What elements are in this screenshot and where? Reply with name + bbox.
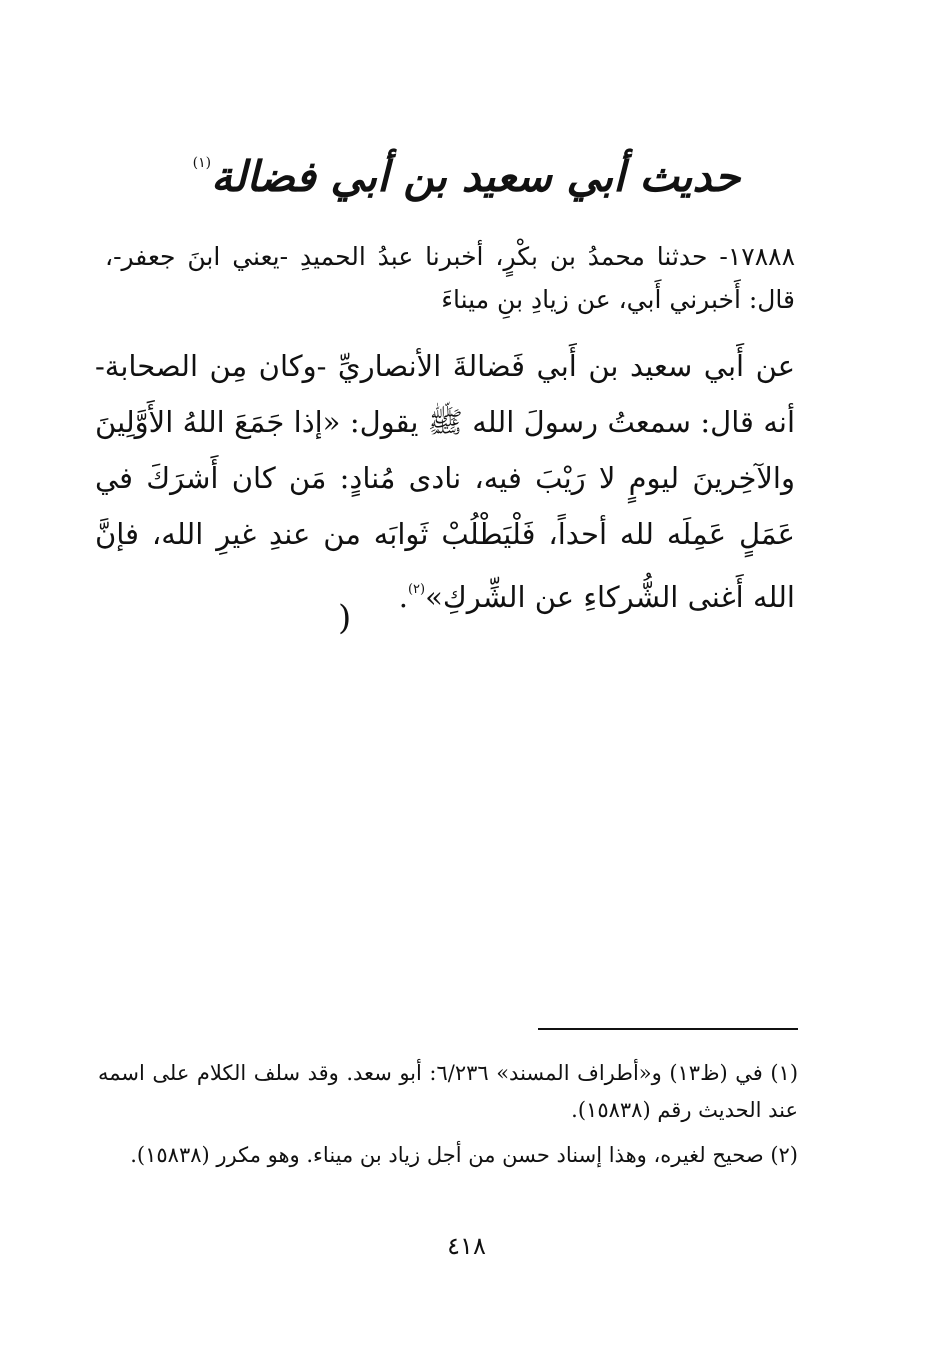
footnote-separator [538,1028,798,1030]
chapter-title-text: حديث أبي سعيد بن أبي فضالة [211,152,741,201]
footnote-2: (٢) صحيح لغيره، وهذا إسناد حسن من أجل زياد بن ميناء. وهو مكرر (١٥٨٣٨). [130,1143,798,1167]
hadith-matn [95,338,795,625]
footnotes-section [98,1055,798,1182]
stray-parenthesis-mark: ) [338,598,352,638]
hadith-matn-text: عن أَبي سعيد بن أَبي فَضالةَ الأنصاريِّ -وكان مِن الصحابة- أنه قال: سمعتُ رسولَ الله ﷺ يقول: «إذا جَمَعَ اللهُ الأَوَّلِينَ والآخِرينَ ليومٍ لا رَيْبَ فيه، نادى مُنادٍ: مَن كان أَشرَكَ في عَمَلٍ عَمِلَه لله أحداً، فَلْيَطْلُبْ ثَوابَه من عندِ غيرِ الله، فإنَّ الله أَغنى الشُّركاءِ عن الشِّركِ» [95,349,795,614]
footnote-1: (١) في (ظ١٣) و«أطراف المسند» ٦/٢٣٦: أبو سعد. وقد سلف الكلام على اسمه عند الحديث رقم (١٥٨٣٨). [98,1061,799,1122]
title-footnote-ref: (١) [192,155,212,171]
hadith-chapter-title [0,152,933,201]
hadith-isnad: ١٧٨٨٨- حدثنا محمدُ بن بكْرٍ، أخبرنا عبدُ الحميدِ -يعني ابنَ جعفر-، قال: أَخبرني أَبي، عن زيادِ بنِ ميناءَ [105,242,795,314]
matn-end-mark: . [398,580,408,614]
matn-footnote-ref: (٢) [407,582,426,597]
page-number: ٤١٨ [447,1232,486,1260]
